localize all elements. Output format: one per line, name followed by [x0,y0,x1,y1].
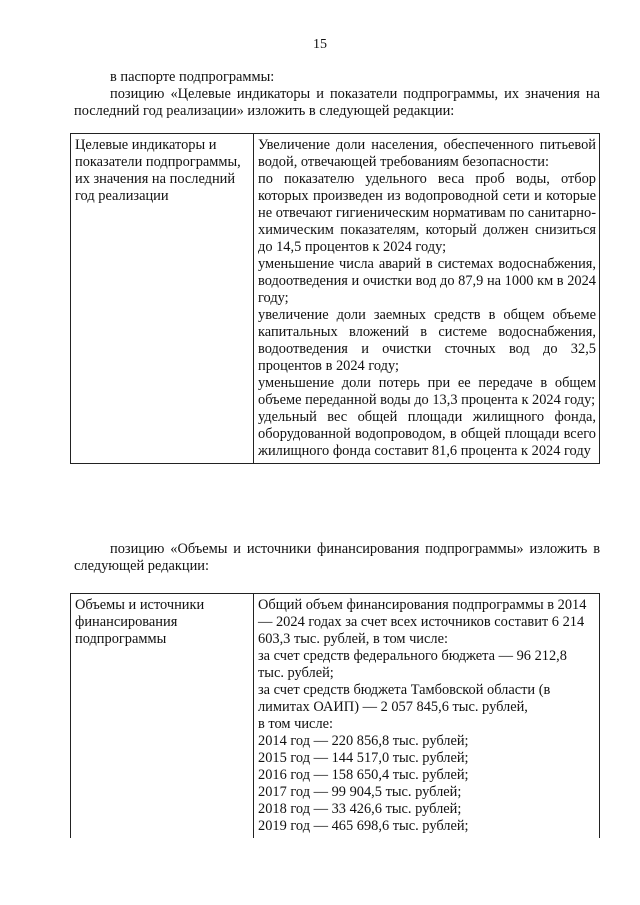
financing-year-item: 2016 год — 158 650,4 тыс. рублей; [258,767,469,783]
table-row [71,134,600,464]
indicators-table [70,133,600,464]
intro-paragraph: позицию «Целевые индикаторы и показатели подпрограммы, их значения на последний год реализации» изложить в следующей редакции: [74,86,600,119]
financing-year-item: 2014 год — 220 856,8 тыс. рублей; [258,733,469,749]
financing-year-item: 2015 год — 144 517,0 тыс. рублей; [258,750,469,766]
financing-year-item: 2018 год — 33 426,6 тыс. рублей; [258,801,462,817]
indicator-item: уменьшение доли потерь при ее передаче в общем объеме переданной воды до 13,3 процента к 2024 году; [258,375,596,408]
financing-item: за счет средств бюджета Тамбовской области (в лимитах ОАИП) — 2 057 845,6 тыс. рублей, [258,682,551,715]
financing-year-item: 2017 год — 99 904,5 тыс. рублей; [258,784,462,800]
indicator-item: удельный вес общей площади жилищного фонда, оборудованной водопроводом, в общей площади всего жилищного фонда составит 81,6 процента к 2024 году [258,409,596,459]
financing-item: за счет средств федерального бюджета — 96 212,8 тыс. рублей; [258,648,567,681]
financing-values-cell [254,594,600,839]
financing-year-item: 2019 год — 465 698,6 тыс. рублей; [258,818,469,834]
page-number: 15 [313,37,327,52]
indicator-item: Увеличение доли населения, обеспеченного питьевой водой, отвечающей требованиям безопасности: [258,137,596,170]
financing-item: в том числе: [258,716,334,732]
indicator-item: увеличение доли заемных средств в общем объеме капитальных вложений в системе водоснабжения, водоотведения и очистки сточных вод до 32,5 процентов в 2024 году; [258,307,596,374]
table-row [71,594,600,839]
indicators-label-cell: Целевые индикаторы и показатели подпрограммы, их значения на последний год реализации [71,134,254,464]
financing-item: Общий объем финансирования подпрограммы в 2014 — 2024 годах за счет всех источников составит 6 214 603,3 тыс. рублей, в том числе: [258,597,587,647]
indicator-item: уменьшение числа аварий в системах водоснабжения, водоотведения и очистки вод до 87,9 на 1000 км в 2024 году; [258,256,596,306]
indicator-item: по показателю удельного веса проб воды, отбор которых произведен из водопроводной сети и которые не отвечают гигиеническим нормативам по санитарно-химическим показателям, который должен снизиться до 14,5 процентов к 2024 году; [258,171,596,255]
intro-line-1: в паспорте подпрограммы: [110,69,275,85]
financing-label-cell: Объемы и источники финансирования подпрограммы [71,594,254,839]
financing-table [70,593,600,838]
indicators-values-cell [254,134,600,464]
middle-paragraph: позицию «Объемы и источники финансирования подпрограммы» изложить в следующей редакции: [74,541,600,574]
